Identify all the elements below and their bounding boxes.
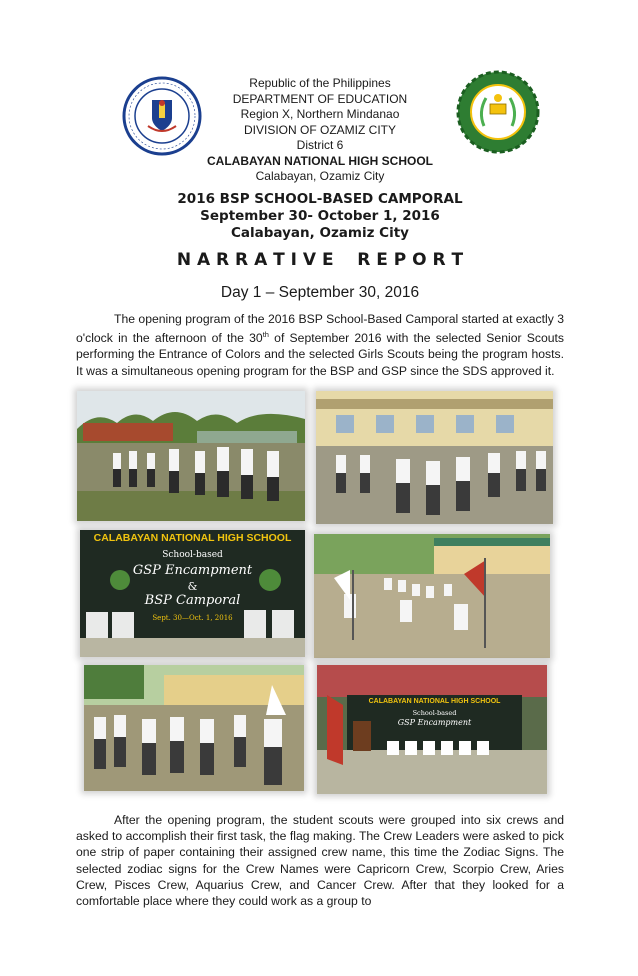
paragraph-opening-text-a: The opening program of the 2016 BSP School-Based Camporal started at exactly 3 o'clock in the afternoon of the 30 [76, 312, 564, 346]
photo-stage [317, 665, 547, 794]
paragraph-crews-text: After the opening program, the student scouts were grouped into six crews and asked to accomplish their first task, the flag making. The Crew Leaders were asked to pick one strip of paper containing their assigned crew name, this time the Zodiac Signs. The selected zodiac signs for the Crew Names were Capricorn Crew, Scorpio Crew, Aries Crew, Pisces Crew, Aquarius Crew, and Cancer Crew. After that they looked for a comfortable place where they could work as a group to [76, 813, 564, 909]
event-title: 2016 BSP SCHOOL-BASED CAMPORAL [177, 191, 463, 207]
stage-banner-line-1: School-based [412, 709, 457, 717]
photo-scouts-formation [84, 665, 304, 791]
stage-banner-school: CALABAYAN NATIONAL HIGH SCHOOL [368, 698, 501, 705]
header-region: Region X, Northern Mindanao [240, 107, 400, 121]
banner-line-1: School-based [162, 550, 223, 560]
banner-line-2: GSP Encampment [132, 563, 253, 578]
report-title: N A R R A T I V E R E P O R T [176, 250, 464, 270]
paragraph-opening-text-b: of September 2016 with the selected Senior Scouts performing the Entrance of Colors and the selected Girls Scouts being the program hosts. It was a simultaneous opening program for the BSP and GSP since the SDS approved it. [76, 331, 565, 378]
photo-scouts-assembly-2 [316, 391, 553, 524]
banner-dates: Sept. 30—Oct. 1, 2016 [152, 614, 233, 622]
header-location: Calabayan, Ozamiz City [255, 169, 385, 183]
paragraph-crews [76, 812, 564, 909]
header-school-name: CALABAYAN NATIONAL HIGH SCHOOL [206, 153, 433, 168]
banner-line-3: & [187, 580, 198, 593]
header-division: DIVISION OF OZAMIZ CITY [243, 122, 396, 137]
event-dates: September 30- October 1, 2016 [200, 208, 440, 224]
photo-scouts-parade [314, 534, 550, 658]
paragraph-opening [76, 311, 564, 379]
paragraph-opening-superscript: th [262, 330, 269, 340]
header-district: District 6 [296, 138, 344, 152]
photo-scouts-assembly-1 [77, 391, 305, 521]
day-heading: Day 1 – September 30, 2016 [220, 284, 420, 301]
header-republic: Republic of the Philippines [249, 76, 391, 90]
banner-line-4: BSP Camporal [144, 593, 241, 608]
event-place: Calabayan, Ozamiz City [231, 225, 409, 241]
header-department: DEPARTMENT OF EDUCATION [232, 91, 408, 106]
photo-event-banner [80, 530, 305, 657]
banner-school-name: CALABAYAN NATIONAL HIGH SCHOOL [93, 532, 292, 544]
stage-banner-line-2: GSP Encampment [397, 718, 472, 727]
